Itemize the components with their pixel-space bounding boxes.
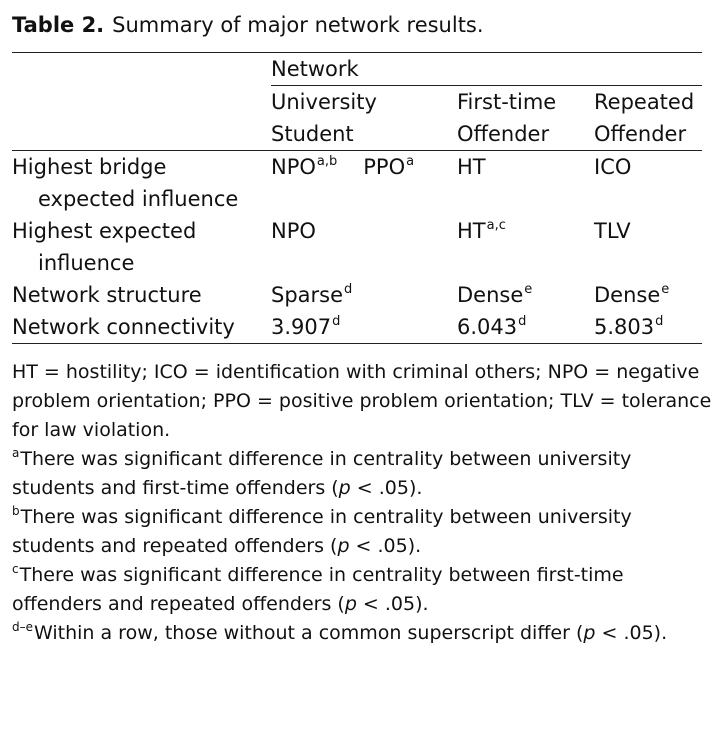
- header-groups-row: [12, 86, 702, 151]
- note-text: There was significant difference in centrality between university students and first-time offenders (: [12, 448, 632, 499]
- cell-superscript: e: [524, 282, 533, 297]
- cell-value: NPO: [271, 155, 316, 179]
- note-p-symbol: p: [338, 477, 351, 499]
- cell-value: TLV: [594, 219, 631, 243]
- note-tail: < .05).: [350, 477, 423, 499]
- table-figure: [12, 8, 712, 648]
- header-line: Offender: [457, 122, 550, 146]
- cell-superscript: a,c: [486, 218, 506, 233]
- note-p-symbol: p: [337, 535, 350, 557]
- cell-value: 5.803: [594, 315, 655, 339]
- cell-repeated: [594, 151, 702, 216]
- cell-repeated: [594, 311, 702, 343]
- cell-value: 3.907: [271, 315, 332, 339]
- header-empty-cell: [12, 86, 271, 151]
- row-label: [12, 215, 271, 279]
- header-repeated-offender: [594, 86, 702, 151]
- header-empty-cell: [12, 53, 271, 86]
- header-spanner-row: [12, 53, 702, 86]
- cell-value: PPO: [363, 155, 406, 179]
- cell-university: [271, 311, 457, 343]
- note-mark: c: [12, 562, 19, 576]
- header-first-time-offender: [457, 86, 594, 151]
- cell-first-time: [457, 311, 594, 343]
- cell-university: [271, 215, 457, 279]
- cell-superscript: d: [344, 282, 353, 297]
- note-mark: a: [12, 446, 20, 460]
- row-label-line: Highest expected: [12, 219, 197, 243]
- cell-university: [271, 151, 457, 216]
- cell-superscript: a: [406, 154, 415, 169]
- cell-value: HT: [457, 219, 486, 243]
- cell-university: [271, 279, 457, 311]
- cell-repeated: [594, 279, 702, 311]
- header-line: Repeated: [594, 90, 695, 114]
- cell-first-time: [457, 151, 594, 216]
- table-row: [12, 215, 702, 279]
- header-university-student: [271, 86, 457, 151]
- header-network-spanner: Network: [271, 53, 702, 86]
- row-label-line: expected influence: [38, 187, 239, 211]
- results-table: [12, 53, 702, 344]
- note-de: [12, 619, 716, 648]
- note-c: [12, 561, 716, 619]
- row-label: [12, 311, 271, 343]
- note-p-symbol: p: [583, 622, 596, 644]
- note-text: There was significant difference in centrality between university students and repeated offenders (: [12, 506, 632, 557]
- row-label: [12, 151, 271, 216]
- cell-first-time: [457, 215, 594, 279]
- table-caption: [12, 8, 702, 42]
- row-label: [12, 279, 271, 311]
- cell-superscript: d: [518, 314, 527, 329]
- header-line: Offender: [594, 122, 687, 146]
- header-line: University: [271, 90, 377, 114]
- table-caption-text: Summary of major network results.: [112, 13, 484, 37]
- note-text: Within a row, those without a common superscript differ (: [34, 622, 584, 644]
- cell-superscript: d: [655, 314, 664, 329]
- table-bottom-rule: [12, 343, 702, 344]
- note-a: [12, 445, 716, 503]
- note-text: There was significant difference in centrality between first-time offenders and repeated offenders (: [12, 564, 624, 615]
- table-row: [12, 311, 702, 343]
- table-row: [12, 151, 702, 216]
- row-label-line: influence: [38, 251, 135, 275]
- table-notes: [12, 358, 716, 648]
- cell-first-time: [457, 279, 594, 311]
- cell-value: NPO: [271, 219, 316, 243]
- header-line: Student: [271, 122, 354, 146]
- table-row: [12, 279, 702, 311]
- cell-value: Dense: [457, 283, 524, 307]
- note-b: [12, 503, 716, 561]
- header-line: First-time: [457, 90, 557, 114]
- cell-value: Sparse: [271, 283, 344, 307]
- row-label-line: Highest bridge: [12, 155, 167, 179]
- note-p-symbol: p: [344, 593, 357, 615]
- cell-superscript: d: [332, 314, 341, 329]
- row-label-line: Network structure: [12, 283, 202, 307]
- cell-value: ICO: [594, 155, 632, 179]
- note-abbreviations: HT = hostility; ICO = identification with criminal others; NPO = negative problem orientation; PPO = positive problem orientation; TLV = tolerance for law violation.: [12, 361, 712, 441]
- cell-repeated: [594, 215, 702, 279]
- note-mark: d–e: [12, 620, 33, 634]
- cell-value: 6.043: [457, 315, 518, 339]
- note-tail: < .05).: [595, 622, 668, 644]
- row-label-line: Network connectivity: [12, 315, 235, 339]
- cell-value: Dense: [594, 283, 661, 307]
- table-caption-label: Table 2.: [12, 13, 105, 37]
- cell-value: HT: [457, 155, 486, 179]
- note-tail: < .05).: [356, 593, 429, 615]
- note-mark: b: [12, 504, 20, 518]
- cell-superscript: e: [661, 282, 670, 297]
- cell-superscript: a,b: [316, 154, 338, 169]
- note-tail: < .05).: [349, 535, 422, 557]
